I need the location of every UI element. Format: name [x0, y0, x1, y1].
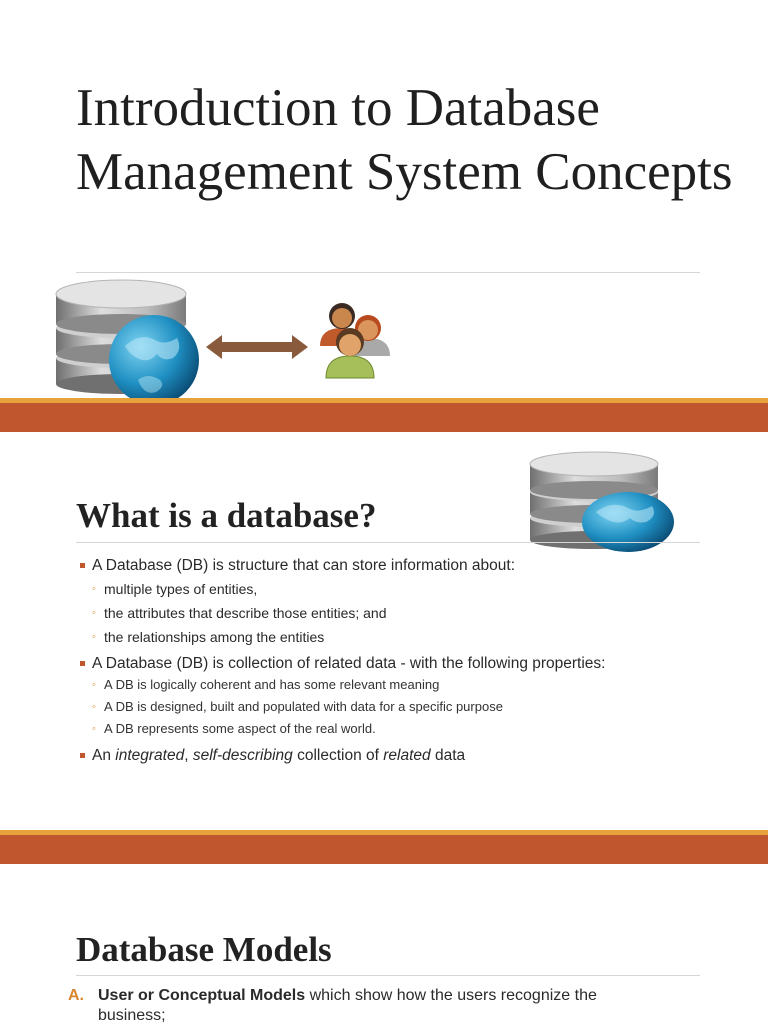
list-item: ◦ multiple types of entities, — [80, 578, 720, 600]
list-item: A. User or Conceptual Models which show how the users recognize the business; — [68, 987, 597, 1024]
list-item: ◦ the relationships among the entities — [80, 626, 720, 648]
list-item: ◦ A DB is logically coherent and has some relevant meaning — [80, 674, 720, 696]
bullet-list — [80, 550, 720, 766]
slide-1-title: Introduction to Database Management System Concepts — [76, 79, 733, 201]
slide-2 — [0, 432, 768, 830]
square-bullet-icon — [80, 753, 85, 758]
slide-separator — [0, 830, 768, 864]
circle-bullet-icon: ◦ — [92, 631, 96, 643]
database-globe-icon — [526, 450, 676, 554]
list-item: ◦ A DB is designed, built and populated with data for a specific purpose — [80, 696, 720, 718]
slide-3 — [0, 864, 768, 1024]
double-arrow-icon — [206, 334, 308, 360]
circle-bullet-icon: ◦ — [92, 607, 96, 619]
title-divider — [76, 975, 700, 976]
circle-bullet-icon: ◦ — [92, 583, 96, 595]
list-letter: A. — [68, 987, 84, 1004]
list-item: ◦ the attributes that describe those entities; and — [80, 602, 720, 624]
database-globe-icon — [50, 276, 210, 398]
list-item: An integrated, self-describing collection of related data — [80, 746, 720, 766]
title-divider — [76, 542, 700, 543]
title-divider — [76, 272, 700, 273]
square-bullet-icon — [80, 661, 85, 666]
models-list — [68, 986, 668, 1024]
list-item: A Database (DB) is collection of related data - with the following properties: — [80, 654, 720, 674]
circle-bullet-icon: ◦ — [92, 679, 96, 691]
circle-bullet-icon: ◦ — [92, 723, 96, 735]
square-bullet-icon — [80, 563, 85, 568]
slide-separator — [0, 398, 768, 432]
list-item: A Database (DB) is structure that can store information about: — [80, 556, 720, 576]
slide-1 — [0, 0, 768, 398]
list-item: ◦ A DB represents some aspect of the real world. — [80, 718, 720, 740]
users-group-icon — [316, 294, 392, 384]
slide-2-title: What is a database? — [76, 496, 377, 535]
slide-3-title: Database Models — [76, 930, 332, 969]
circle-bullet-icon: ◦ — [92, 701, 96, 713]
